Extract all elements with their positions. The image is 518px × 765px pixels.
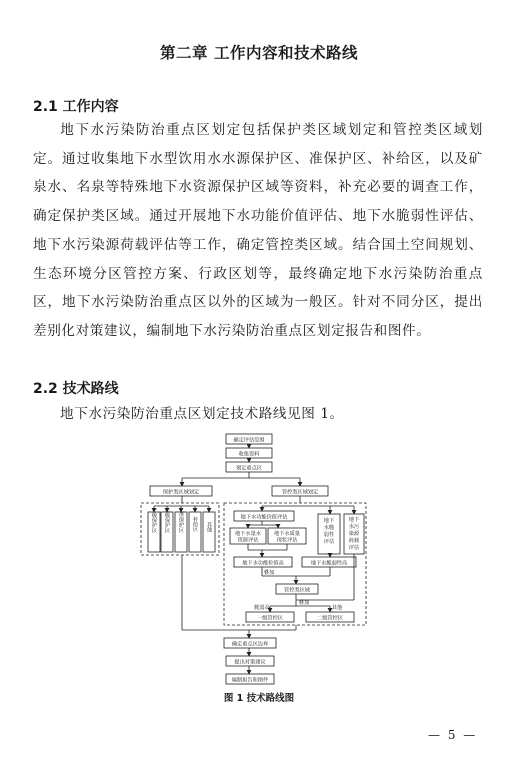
- label-overlay-1: 叠加: [263, 570, 275, 576]
- label-determine-scope: 确定评估范围: [233, 437, 265, 444]
- label-protect-zone: 保护类区域划定: [162, 489, 200, 496]
- label-vuln-4: 评估: [323, 539, 335, 545]
- label-vuln-1: 地下: [323, 518, 335, 524]
- label-report: 编制报告和图件: [231, 677, 269, 684]
- figure-caption: 图 1 技术路线图: [223, 693, 295, 704]
- label-control-area: 管控类区域: [284, 587, 310, 594]
- label-resource-quantity-2: 资源评估: [237, 537, 259, 544]
- label-quality-status-1: 地下水质量: [274, 531, 300, 537]
- label-load-2: 水污: [348, 524, 360, 530]
- label-func-value-eval: 地下水功能价值评估: [240, 514, 288, 521]
- label-func-value-high: 地下水功能价值高: [242, 560, 284, 567]
- label-level2-control: 二级管控区: [317, 615, 343, 622]
- label-resource-quantity-1: 地下水量水: [235, 531, 261, 537]
- chapter-title: 第二章 工作内容和技术路线: [160, 44, 358, 62]
- label-level1-control: 一级管控区: [257, 615, 283, 622]
- label-quasi-protect: 准保护区: [178, 511, 184, 533]
- section-2-2-heading: 2.2 技术路线: [33, 381, 119, 397]
- section-2-2-intro: 地下水污染防治重点区划定技术路线见图 1。: [60, 406, 344, 422]
- page-number: — 5 —: [428, 728, 478, 742]
- label-overlay-2: 叠加: [298, 600, 310, 606]
- label-collect-data: 收集资料: [238, 451, 260, 458]
- label-vuln-2: 水脆: [323, 525, 335, 531]
- label-vuln-3: 弱性: [323, 532, 335, 538]
- label-vuln-high-short: 脆弱高: [254, 605, 270, 611]
- label-vuln-high: 地下水脆弱性高: [310, 560, 348, 567]
- label-quality-status-2: 现状评估: [276, 537, 298, 544]
- label-other: 其他: [206, 521, 212, 533]
- section-2-1-heading: 2.1 工作内容: [33, 99, 119, 115]
- label-recharge-zone: 补给区: [192, 516, 198, 532]
- label-load-3: 染源: [348, 531, 360, 537]
- label-level1-protect: 一级保护区: [151, 507, 157, 533]
- label-boundary: 确定重点区边界: [231, 641, 269, 648]
- label-load-4: 荷载: [348, 538, 360, 544]
- label-load-1: 地下: [348, 517, 360, 523]
- label-control-zone: 管控类区域划定: [281, 489, 319, 496]
- label-delineate-key: 划定重点区: [236, 465, 262, 472]
- label-load-5: 评估: [348, 545, 360, 551]
- section-2-1-body: 地下水污染防治重点区划定包括保护类区域划定和管控类区域划定。通过收集地下水型饮用水水源保护区、准保护区、补给区，以及矿泉水、名泉等特殊地下水资源保护区域等资料，补充必要的调查工作，确定保护类区域。通过开展地下水功能价值评估、地下水脆弱性评估、地下水污染源荷载评估等工作，确定管控类区域。结合国土空间规划、生态环境分区管控方案、行政区划等，最终确定地下水污染防治重点区，地下水污染防治重点区以外的区域为一般区。针对不同分区，提出差别化对策建议，编制地下水污染防治重点区划定报告和图件。: [33, 122, 483, 339]
- label-suggestions: 提出对策建议: [234, 659, 266, 666]
- label-level2-protect: 二级保护区: [164, 507, 170, 533]
- label-other-short: 其他: [331, 605, 343, 611]
